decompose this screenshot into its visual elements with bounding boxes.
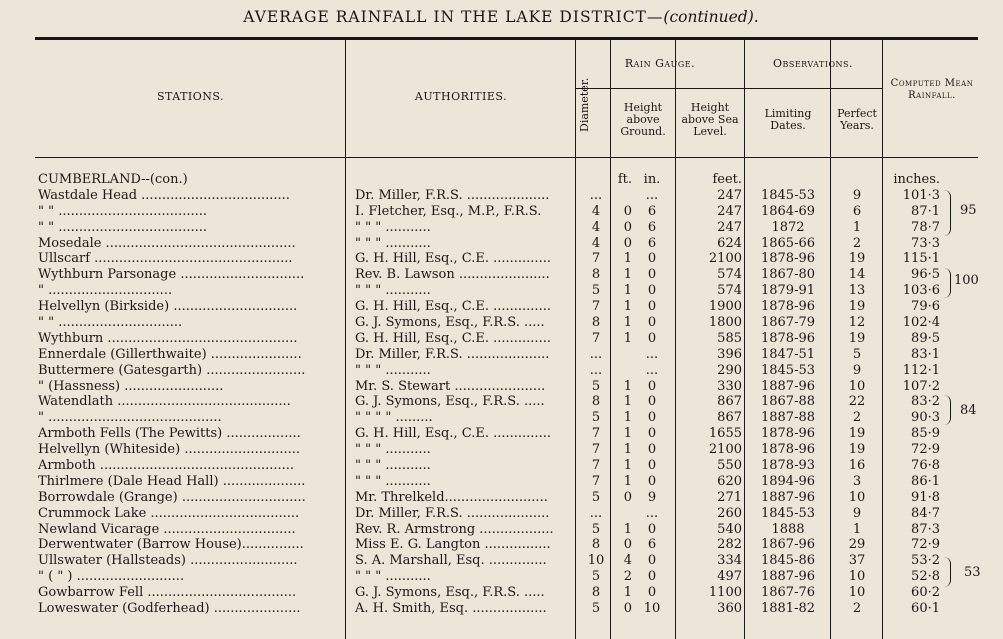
- cell-height-ft: 1: [623, 267, 632, 283]
- cell-authority: Dr. Miller, F.R.S. ....................: [355, 187, 550, 203]
- cell-diameter: 10: [587, 553, 605, 569]
- cell-height-in: 0: [647, 553, 657, 569]
- group-mean-1: 95: [960, 203, 977, 218]
- cell-mean-rainfall: 91·8: [911, 489, 940, 505]
- cell-perfect-years: 10: [848, 378, 866, 394]
- cell-limiting-dates: 1887-96: [760, 489, 816, 505]
- table-row: [0, 188, 1003, 204]
- cell-perfect-years: 1: [852, 219, 862, 235]
- table-row: [0, 426, 1003, 442]
- cell-height-in: 0: [647, 283, 657, 299]
- cell-limiting-dates: 1872: [771, 219, 805, 235]
- observations-underline: [744, 88, 882, 89]
- brace-group-1: [944, 190, 951, 236]
- rain-gauge-underline: [575, 88, 744, 89]
- table-row: [0, 537, 1003, 553]
- table-row: [0, 172, 1003, 188]
- cell-authority: " " " ...........: [355, 442, 431, 458]
- cell-station: " " ....................................: [38, 203, 207, 219]
- cell-height-ft: ft.: [617, 172, 632, 187]
- cell-limiting-dates: 1867-88: [760, 394, 816, 410]
- cell-height-in: 0: [647, 442, 657, 458]
- cell-diameter: 8: [591, 267, 601, 283]
- cell-limiting-dates: 1867-76: [760, 585, 816, 601]
- table-row: [0, 442, 1003, 458]
- cell-authority: Mr. S. Stewart ......................: [355, 378, 546, 394]
- cell-perfect-years: 22: [848, 394, 866, 410]
- cell-perfect-years: 19: [848, 251, 866, 267]
- cell-station: CUMBERLAND--(con.): [38, 172, 188, 187]
- header-stations: STATIONS.: [156, 90, 225, 103]
- header-diameter: Diameter.: [578, 77, 591, 132]
- cell-mean-rainfall: 90·3: [911, 410, 940, 426]
- cell-height-in: 0: [647, 410, 657, 426]
- table-row: [0, 236, 1003, 252]
- table-row: [0, 251, 1003, 267]
- cell-station: " " ..............................: [38, 315, 183, 331]
- cell-authority: Rev. B. Lawson ......................: [355, 267, 550, 283]
- table-row: [0, 569, 1003, 585]
- cell-limiting-dates: 1878-96: [760, 251, 816, 267]
- cell-mean-rainfall: 83·1: [911, 346, 940, 362]
- cell-height-ft: 1: [623, 458, 632, 474]
- table-row: [0, 379, 1003, 395]
- cell-diameter: 7: [591, 442, 601, 458]
- table-row: [0, 220, 1003, 236]
- cell-height-ft: 0: [623, 219, 632, 235]
- cell-station: Armboth ...............................................: [38, 458, 295, 474]
- cell-sea-level: 396: [717, 346, 742, 362]
- cell-height-in: 9: [647, 489, 657, 505]
- cell-diameter: ...: [589, 505, 603, 521]
- cell-height-ft: 0: [623, 601, 632, 617]
- cell-height-in: 0: [647, 569, 657, 585]
- cell-diameter: 5: [591, 489, 601, 505]
- cell-station: Wastdale Head ....................................: [38, 187, 290, 203]
- cell-sea-level: 624: [717, 235, 742, 251]
- brace-group-4: [944, 557, 951, 587]
- cell-mean-rainfall: 76·8: [911, 458, 940, 474]
- cell-sea-level: 247: [717, 203, 742, 219]
- cell-sea-level: 867: [717, 410, 742, 426]
- cell-height-ft: 1: [623, 442, 632, 458]
- cell-mean-rainfall: 87·1: [911, 203, 940, 219]
- table-row: [0, 283, 1003, 299]
- cell-limiting-dates: 1845-53: [760, 362, 816, 378]
- cell-sea-level: 1800: [708, 315, 742, 331]
- title-suffix: (continued): [663, 8, 754, 26]
- cell-sea-level: 260: [717, 505, 742, 521]
- cell-sea-level: feet.: [712, 172, 742, 187]
- table-row: [0, 331, 1003, 347]
- cell-mean-rainfall: 86·1: [911, 473, 940, 489]
- header-height-sea: Height above Sea Level.: [681, 101, 739, 138]
- cell-station: " ( " ) ..........................: [38, 569, 185, 585]
- cell-mean-rainfall: 83·2: [911, 394, 940, 410]
- cell-mean-rainfall: 60·2: [911, 585, 940, 601]
- cell-station: Ullscarf ................................................: [38, 251, 293, 267]
- cell-perfect-years: 2: [852, 235, 862, 251]
- cell-limiting-dates: 1887-96: [760, 569, 816, 585]
- cell-perfect-years: 12: [848, 315, 866, 331]
- cell-diameter: 4: [591, 203, 601, 219]
- cell-diameter: ...: [589, 362, 603, 378]
- cell-diameter: 7: [591, 426, 601, 442]
- cell-limiting-dates: 1865-66: [760, 235, 816, 251]
- table-row: [0, 315, 1003, 331]
- cell-sea-level: 1655: [708, 426, 742, 442]
- cell-sea-level: 497: [717, 569, 742, 585]
- title-main: AVERAGE RAINFALL IN THE LAKE DISTRICT—: [243, 8, 664, 26]
- cell-mean-rainfall: 103·6: [902, 283, 940, 299]
- cell-authority: G. J. Symons, Esq., F.R.S. .....: [355, 315, 545, 331]
- cell-limiting-dates: 1878-96: [760, 442, 816, 458]
- cell-mean-rainfall: 52·8: [911, 569, 940, 585]
- cell-perfect-years: 9: [852, 362, 862, 378]
- cell-diameter: 4: [591, 219, 601, 235]
- header-height-ground: Height above Ground.: [620, 101, 666, 138]
- cell-height-in: 0: [647, 315, 657, 331]
- cell-mean-rainfall: 85·9: [911, 426, 940, 442]
- cell-height-in: ...: [645, 346, 659, 362]
- cell-height-ft: 1: [623, 378, 632, 394]
- table-row: [0, 585, 1003, 601]
- cell-sea-level: 585: [717, 330, 742, 346]
- cell-diameter: 8: [591, 394, 601, 410]
- cell-height-ft: 0: [623, 537, 632, 553]
- cell-sea-level: 574: [717, 283, 742, 299]
- cell-diameter: 5: [591, 521, 601, 537]
- cell-diameter: 5: [591, 378, 601, 394]
- cell-perfect-years: 16: [848, 458, 866, 474]
- table-row: [0, 601, 1003, 617]
- cell-mean-rainfall: 107·2: [902, 378, 940, 394]
- cell-station: Gowbarrow Fell ....................................: [38, 585, 297, 601]
- cell-limiting-dates: 1845-53: [760, 505, 816, 521]
- cell-height-ft: 0: [623, 203, 632, 219]
- cell-perfect-years: 2: [852, 601, 862, 617]
- cell-height-ft: 2: [623, 569, 632, 585]
- group-mean-3: 84: [960, 403, 977, 418]
- cell-limiting-dates: 1878-96: [760, 330, 816, 346]
- cell-limiting-dates: 1881-82: [760, 601, 816, 617]
- brace-group-3: [944, 395, 951, 425]
- cell-limiting-dates: 1864-69: [760, 203, 816, 219]
- cell-diameter: 8: [591, 315, 601, 331]
- cell-station: " " ....................................: [38, 219, 207, 235]
- cell-perfect-years: 9: [852, 505, 862, 521]
- cell-sea-level: 867: [717, 394, 742, 410]
- header-perfect-years: Perfect Years.: [837, 107, 877, 132]
- cell-authority: G. J. Symons, Esq., F.R.S. .....: [355, 394, 545, 410]
- cell-height-in: 6: [647, 219, 657, 235]
- cell-station: " (Hassness) ........................: [38, 378, 224, 394]
- cell-authority: " " " ...........: [355, 235, 431, 251]
- cell-mean-rainfall: 60·1: [911, 601, 940, 617]
- title-tail: .: [753, 8, 760, 26]
- cell-mean-rainfall: 84·7: [911, 505, 940, 521]
- cell-height-in: ...: [645, 362, 659, 378]
- table-row: [0, 410, 1003, 426]
- header-limiting-dates: Limiting Dates.: [764, 107, 812, 132]
- cell-limiting-dates: 1845-86: [760, 553, 816, 569]
- table-row: [0, 347, 1003, 363]
- cell-height-ft: 0: [623, 235, 632, 251]
- cell-sea-level: 330: [717, 378, 742, 394]
- cell-height-in: 0: [647, 251, 657, 267]
- cell-height-in: 0: [647, 267, 657, 283]
- cell-height-in: ...: [645, 187, 659, 203]
- cell-limiting-dates: 1894-96: [760, 473, 816, 489]
- cell-authority: " " " ...........: [355, 283, 431, 299]
- top-rule: [35, 37, 978, 40]
- cell-perfect-years: 29: [848, 537, 866, 553]
- cell-perfect-years: 3: [852, 473, 862, 489]
- cell-height-ft: 4: [623, 553, 632, 569]
- table-row: [0, 458, 1003, 474]
- table-row: [0, 522, 1003, 538]
- cell-station: Buttermere (Gatesgarth) ........................: [38, 362, 306, 378]
- cell-mean-rainfall: 112·1: [902, 362, 940, 378]
- cell-station: Crummock Lake ....................................: [38, 505, 300, 521]
- cell-height-in: 0: [647, 458, 657, 474]
- cell-height-in: 0: [647, 299, 657, 315]
- page-title: [0, 8, 1003, 26]
- cell-height-in: ...: [645, 505, 659, 521]
- cell-authority: Mr. Threlkeld.........................: [355, 489, 548, 505]
- cell-authority: Rev. R. Armstrong ..................: [355, 521, 554, 537]
- cell-sea-level: 360: [717, 601, 742, 617]
- cell-perfect-years: 1: [852, 521, 862, 537]
- cell-height-in: 6: [647, 537, 657, 553]
- cell-height-ft: 1: [623, 426, 632, 442]
- cell-height-ft: 1: [623, 315, 632, 331]
- cell-mean-rainfall: 96·5: [911, 267, 940, 283]
- group-mean-2: 100: [954, 273, 979, 288]
- cell-station: Ullswater (Hallsteads) ..........................: [38, 553, 298, 569]
- cell-station: " ..............................: [38, 283, 173, 299]
- cell-diameter: ...: [589, 187, 603, 203]
- table-row: [0, 394, 1003, 410]
- cell-height-ft: 1: [623, 585, 632, 601]
- cell-authority: G. H. Hill, Esq., C.E. ..............: [355, 330, 551, 346]
- cell-limiting-dates: 1867-80: [760, 267, 816, 283]
- cell-perfect-years: 19: [848, 426, 866, 442]
- cell-station: Wythburn ..............................................: [38, 330, 298, 346]
- cell-perfect-years: 14: [848, 267, 866, 283]
- cell-perfect-years: 37: [848, 553, 866, 569]
- cell-station: Thirlmere (Dale Head Hall) ....................: [38, 473, 306, 489]
- cell-perfect-years: 10: [848, 585, 866, 601]
- header-authorities: AUTHORITIES.: [414, 90, 508, 103]
- cell-limiting-dates: 1879-91: [760, 283, 816, 299]
- cell-limiting-dates: 1867-96: [760, 537, 816, 553]
- cell-height-in: 0: [647, 330, 657, 346]
- cell-diameter: 7: [591, 299, 601, 315]
- cell-station: Helvellyn (Whiteside) ............................: [38, 442, 301, 458]
- cell-diameter: 7: [591, 473, 601, 489]
- cell-sea-level: 574: [717, 267, 742, 283]
- cell-mean-rainfall: inches.: [893, 172, 940, 187]
- cell-diameter: 4: [591, 235, 601, 251]
- cell-sea-level: 2100: [708, 251, 742, 267]
- cell-perfect-years: 5: [852, 346, 862, 362]
- cell-authority: I. Fletcher, Esq., M.P., F.R.S.: [355, 203, 542, 219]
- cell-height-in: 6: [647, 203, 657, 219]
- cell-perfect-years: 9: [852, 187, 862, 203]
- cell-mean-rainfall: 73·3: [911, 235, 940, 251]
- cell-perfect-years: 10: [848, 569, 866, 585]
- cell-station: Watendlath ..........................................: [38, 394, 291, 410]
- table-row: [0, 506, 1003, 522]
- table-row: [0, 299, 1003, 315]
- cell-height-in: 10: [643, 601, 661, 617]
- cell-diameter: 7: [591, 458, 601, 474]
- cell-height-ft: 0: [623, 489, 632, 505]
- cell-limiting-dates: 1867-79: [760, 315, 816, 331]
- cell-height-in: 0: [647, 473, 657, 489]
- table-row: [0, 553, 1003, 569]
- cell-limiting-dates: 1878-96: [760, 426, 816, 442]
- cell-mean-rainfall: 72·9: [911, 442, 940, 458]
- cell-height-ft: 1: [623, 251, 632, 267]
- cell-authority: Dr. Miller, F.R.S. ....................: [355, 346, 550, 362]
- cell-height-in: 0: [647, 394, 657, 410]
- cell-sea-level: 334: [717, 553, 742, 569]
- cell-station: Mosedale ..............................................: [38, 235, 296, 251]
- cell-sea-level: 2100: [708, 442, 742, 458]
- cell-perfect-years: 2: [852, 410, 862, 426]
- cell-height-ft: 1: [623, 521, 632, 537]
- cell-height-in: 0: [647, 521, 657, 537]
- cell-station: Armboth Fells (The Pewitts) ..................: [38, 426, 301, 442]
- header-rule: [35, 157, 978, 158]
- cell-station: Ennerdale (Gillerthwaite) ......................: [38, 346, 302, 362]
- cell-sea-level: 247: [717, 219, 742, 235]
- cell-perfect-years: 13: [848, 283, 866, 299]
- cell-perfect-years: 19: [848, 442, 866, 458]
- header-observations: Observations.: [772, 57, 854, 70]
- cell-authority: G. H. Hill, Esq., C.E. ..............: [355, 251, 551, 267]
- table-row: [0, 204, 1003, 220]
- cell-authority: A. H. Smith, Esq. ..................: [355, 601, 547, 617]
- cell-mean-rainfall: 79·6: [911, 299, 940, 315]
- cell-perfect-years: 19: [848, 299, 866, 315]
- cell-height-in: 0: [647, 585, 657, 601]
- cell-authority: S. A. Marshall, Esq. ..............: [355, 553, 547, 569]
- cell-mean-rainfall: 115·1: [902, 251, 940, 267]
- cell-diameter: 5: [591, 283, 601, 299]
- cell-authority: G. J. Symons, Esq., F.R.S. .....: [355, 585, 545, 601]
- cell-mean-rainfall: 78·7: [911, 219, 940, 235]
- cell-sea-level: 550: [717, 458, 742, 474]
- cell-station: Borrowdale (Grange) ..............................: [38, 489, 306, 505]
- cell-mean-rainfall: 89·5: [911, 330, 940, 346]
- cell-authority: " " " " .........: [355, 410, 433, 426]
- cell-station: Newland Vicarage ................................: [38, 521, 296, 537]
- cell-limiting-dates: 1878-96: [760, 299, 816, 315]
- cell-sea-level: 247: [717, 187, 742, 203]
- cell-perfect-years: 10: [848, 489, 866, 505]
- cell-height-in: 6: [647, 235, 657, 251]
- cell-authority: " " " ...........: [355, 473, 431, 489]
- cell-height-in: in.: [643, 172, 661, 187]
- cell-sea-level: 620: [717, 473, 742, 489]
- cell-diameter: 5: [591, 569, 601, 585]
- cell-diameter: 5: [591, 601, 601, 617]
- cell-diameter: 7: [591, 251, 601, 267]
- cell-station: Helvellyn (Birkside) ..............................: [38, 299, 298, 315]
- cell-authority: " " " ...........: [355, 219, 431, 235]
- group-mean-4: 53: [964, 565, 981, 580]
- cell-diameter: 5: [591, 410, 601, 426]
- cell-sea-level: 282: [717, 537, 742, 553]
- cell-limiting-dates: 1887-96: [760, 378, 816, 394]
- cell-mean-rainfall: 53·2: [911, 553, 940, 569]
- cell-limiting-dates: 1878-93: [760, 458, 816, 474]
- table-row: [0, 474, 1003, 490]
- header-rain-gauge: Rain Gauge.: [624, 57, 696, 70]
- header-computed-mean: Computed Mean Rainfall.: [890, 78, 974, 101]
- cell-authority: G. H. Hill, Esq., C.E. ..............: [355, 426, 551, 442]
- table-body: [0, 172, 1003, 617]
- cell-limiting-dates: 1845-53: [760, 187, 816, 203]
- cell-station: " ..........................................: [38, 410, 222, 426]
- cell-limiting-dates: 1888: [771, 521, 805, 537]
- cell-diameter: ...: [589, 346, 603, 362]
- cell-height-ft: 1: [623, 299, 632, 315]
- cell-authority: " " " ...........: [355, 569, 431, 585]
- cell-diameter: 8: [591, 537, 601, 553]
- table-row: [0, 267, 1003, 283]
- table-row: [0, 363, 1003, 379]
- cell-authority: " " " ...........: [355, 362, 431, 378]
- cell-height-in: 0: [647, 426, 657, 442]
- cell-station: Wythburn Parsonage ..............................: [38, 267, 305, 283]
- cell-station: Loweswater (Godferhead) .....................: [38, 601, 301, 617]
- cell-height-ft: 1: [623, 283, 632, 299]
- cell-authority: G. H. Hill, Esq., C.E. ..............: [355, 299, 551, 315]
- cell-authority: " " " ...........: [355, 458, 431, 474]
- cell-height-ft: 1: [623, 394, 632, 410]
- cell-diameter: 7: [591, 330, 601, 346]
- cell-limiting-dates: 1887-88: [760, 410, 816, 426]
- cell-height-ft: 1: [623, 410, 632, 426]
- cell-sea-level: 290: [717, 362, 742, 378]
- cell-authority: Miss E. G. Langton ................: [355, 537, 551, 553]
- cell-height-ft: 1: [623, 473, 632, 489]
- brace-group-2: [944, 268, 951, 298]
- cell-mean-rainfall: 72·9: [911, 537, 940, 553]
- cell-sea-level: 1900: [708, 299, 742, 315]
- cell-station: Derwentwater (Barrow House)...............: [38, 537, 304, 553]
- cell-sea-level: 540: [717, 521, 742, 537]
- cell-authority: Dr. Miller, F.R.S. ....................: [355, 505, 550, 521]
- cell-mean-rainfall: 102·4: [902, 315, 940, 331]
- cell-perfect-years: 19: [848, 330, 866, 346]
- cell-height-ft: 1: [623, 330, 632, 346]
- cell-mean-rainfall: 87·3: [911, 521, 940, 537]
- cell-sea-level: 271: [717, 489, 742, 505]
- cell-height-in: 0: [647, 378, 657, 394]
- cell-mean-rainfall: 101·3: [902, 187, 940, 203]
- cell-perfect-years: 6: [852, 203, 862, 219]
- cell-sea-level: 1100: [708, 585, 742, 601]
- cell-limiting-dates: 1847-51: [760, 346, 816, 362]
- cell-diameter: 8: [591, 585, 601, 601]
- table-row: [0, 490, 1003, 506]
